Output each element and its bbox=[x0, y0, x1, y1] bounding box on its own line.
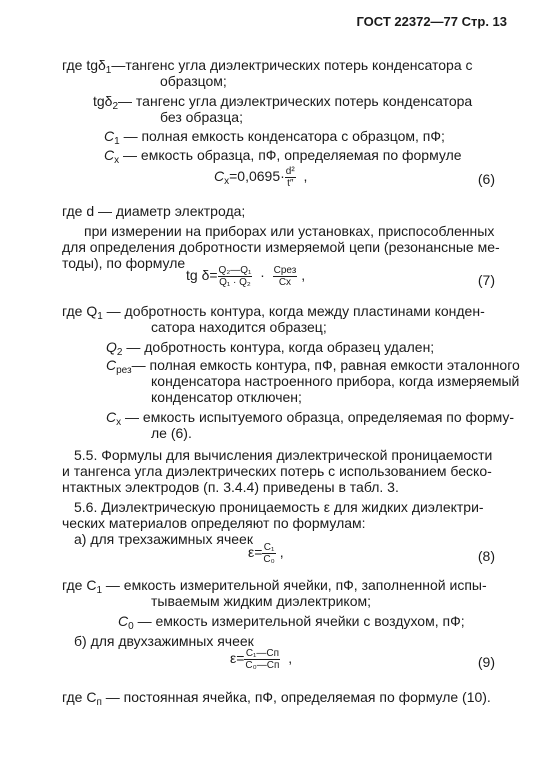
text-line: 5.6. Диэлектрическую проницаемость ε для жидких диэлектри- bbox=[74, 499, 484, 515]
text-line: для определения добротности измеряемой цепи (резонансные ме- bbox=[62, 239, 500, 255]
formula-8: ε= $\frac{\text{C₁}}{\text{C₀}}$ , bbox=[248, 542, 284, 565]
text-line: tgδ$_2$— тангенс угла диэлектрических потерь конденсатора bbox=[93, 93, 473, 112]
text-line: 5.5. Формулы для вычисления диэлектрической проницаемости bbox=[74, 447, 493, 463]
text-line: а) для трехзажимных ячеек bbox=[74, 531, 253, 547]
equation-number: (6) bbox=[477, 171, 495, 187]
formula-7: tg δ= $\frac{\text{Q₂—Q₁}}{\text{Q₁ · Q₂}}$ · $\frac{\text{Cрез}}{Cx}$ , bbox=[186, 265, 306, 288]
text-line: где tgδ$_1$—тангенс угла диэлектрических потерь конденсатора с bbox=[62, 57, 473, 76]
text-line: $C_x$ — емкость образца, пФ, определяемая по формуле bbox=[104, 147, 462, 166]
text-line: образцом; bbox=[160, 73, 227, 89]
text-line: тоды), по формуле bbox=[62, 255, 186, 271]
text-line: при измерении на приборах или установках, приспособленных bbox=[84, 223, 495, 239]
text-line: без образца; bbox=[160, 109, 243, 125]
formula-6: $C_x=0,0695\cdot$ $\frac{\text{d²}}{t''}$ , bbox=[214, 166, 308, 189]
text-line: $C_{рез}—$ полная емкость контура, пФ, равная емкости эталонного bbox=[106, 357, 520, 376]
text-line: б) для двухзажимных ячеек bbox=[74, 633, 254, 649]
text-line: $C_0$ — емкость измерительной ячейки с воздухом, пФ; bbox=[118, 613, 465, 632]
equation-number: (8) bbox=[477, 548, 495, 564]
text-line: где $C_п$ — постоянная ячейка, пФ, определяемая по формуле (10). bbox=[62, 689, 491, 708]
text-line: $C_1$ — полная емкость конденсатора с образцом, пФ; bbox=[104, 128, 445, 147]
text-line: тываемым жидким диэлектриком; bbox=[151, 593, 372, 609]
text-line: конденсатор отключен; bbox=[151, 389, 302, 405]
equation-number: (9) bbox=[477, 654, 495, 670]
page-header: ГОСТ 22372—77 Стр. 13 bbox=[356, 14, 507, 29]
text-line: ле (6). bbox=[151, 425, 192, 441]
text-line: где $C_1$ — емкость измерительной ячейки, пФ, заполненной испы- bbox=[62, 577, 487, 596]
text-line: $C_x$ — емкость испытуемого образца, определяемая по форму- bbox=[106, 409, 515, 428]
text-line: сатора находится образец; bbox=[151, 319, 327, 335]
text-line: где $Q_1$ — добротность контура, когда между пластинами конден- bbox=[62, 303, 485, 322]
formula-9: ε= $\frac{\text{C₁—Cп}}{\text{C₀—Cп}}$ , bbox=[230, 648, 293, 671]
equation-number: (7) bbox=[477, 272, 495, 288]
text-line: конденсатора настроенного прибора, когда измеряемый bbox=[151, 373, 520, 389]
text-line: $Q_2$ — добротность контура, когда образец удален; bbox=[106, 339, 435, 358]
text-line: ческих материалов определяют по формулам: bbox=[62, 515, 366, 531]
text-line: нтактных электродов (п. 3.4.4) приведены в табл. 3. bbox=[62, 479, 399, 495]
text-line: и тангенса угла диэлектрических потерь с использованием беско- bbox=[62, 463, 492, 479]
text-line: где d — диаметр электрода; bbox=[62, 203, 246, 219]
